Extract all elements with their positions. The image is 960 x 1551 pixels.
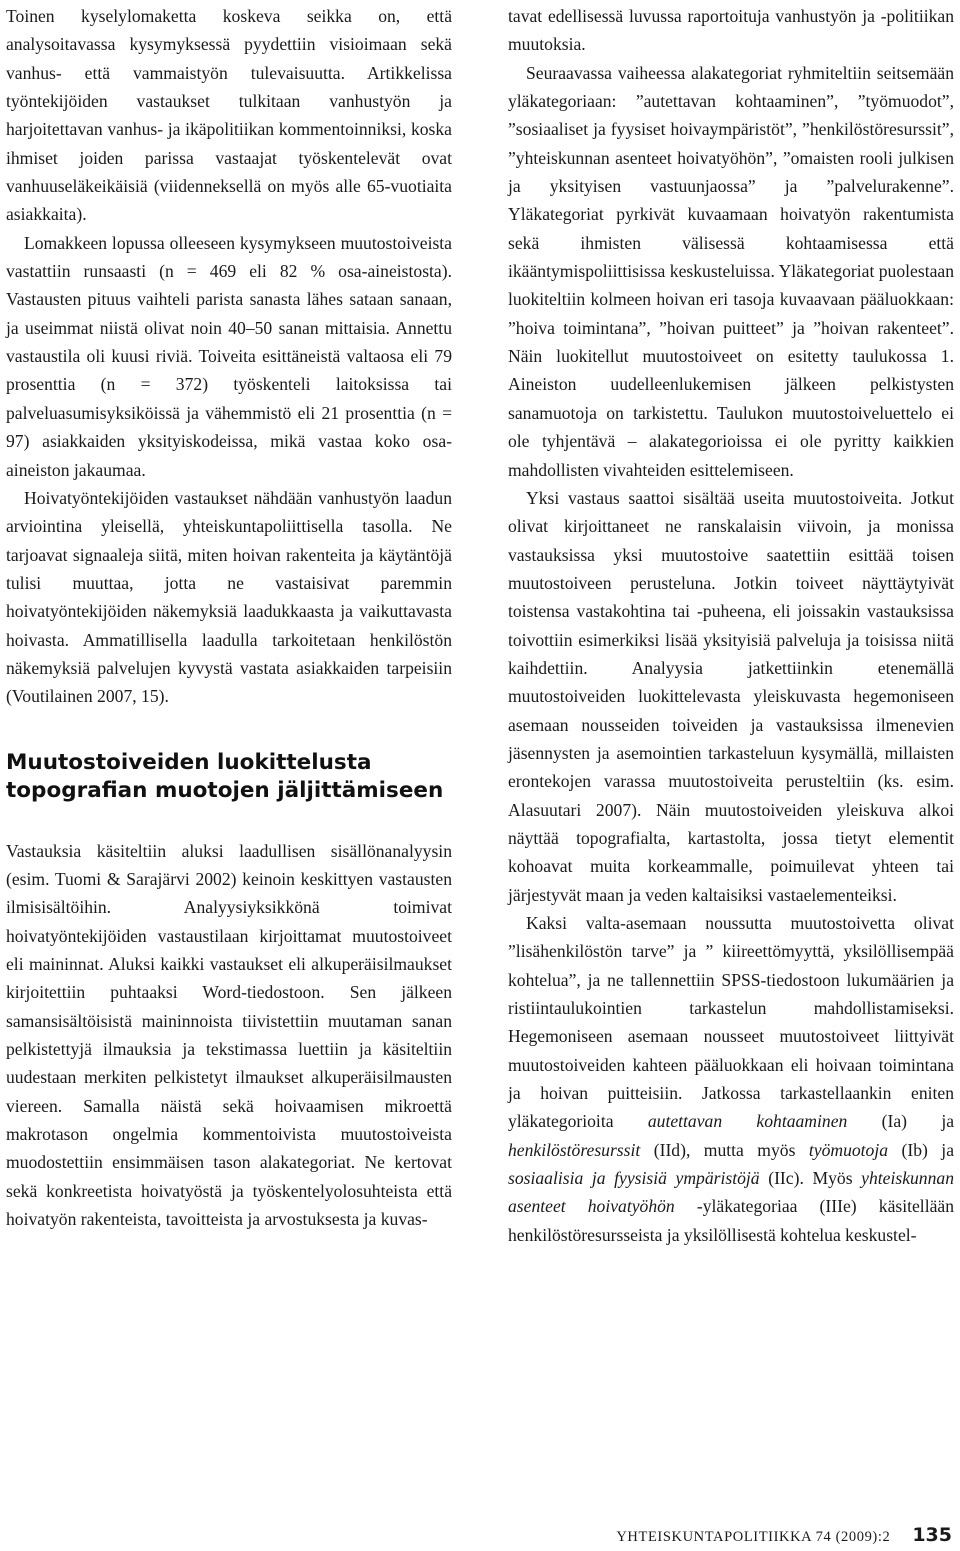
text-run: -yläkategoriaa (IIIe) käsitellään henkilöstöresursseista ja yksilöllisestä kohtelua keskustel- <box>508 1196 954 1245</box>
italic-term: sosiaalisia ja fyysisiä ympäristöjä <box>508 1168 760 1189</box>
italic-term: työmuotoja <box>808 1139 889 1160</box>
section-heading-line: topografian muotojen jäljittämiseen <box>6 777 444 803</box>
text-run: (Ia) ja <box>847 1111 955 1132</box>
paragraph: Seuraavassa vaiheessa alakategoriat ryhmiteltiin seitsemään yläkategoriaan: ”autettavan kohtaaminen”, ”työmuodot”, ”sosiaaliset ja fyysiset hoivaympäristöt”, ”henkilöstöresurssit”, ”yhteiskunnan asenteet hoivatyöhön”, ”omaisten rooli julkisen ja yksityisen vastuunjaossa” ja ”palvelurakenne”. Yläkategoriat pyrkivät kuvaamaan hoivatyön rakentumista sekä ihmisten välisessä kohtaamisessa että ikääntymispoliittisissa keskusteluissa. Yläkategoriat puolestaan luokiteltiin kolmeen hoivan eri tasoja kuvaavaan pääluokkaan: ”hoiva toimintana”, ”hoivan puitteet” ja ”hoivan rakenteet”. Näin luokitellut muutostoiveet on esitetty taulukossa 1. Aineiston uudelleenlukemisen jälkeen pelkistysten sanamuotoja on tarkistettu. Taulukon muutostoiveluettelo ei ole tyhjentävä – alakategorioissa ei ole pyritty kaikkien mahdollisten vivahteiden esittelemiseen. <box>508 62 954 480</box>
text-run: Kaksi valta-asemaan noussutta muutostoivetta olivat ”lisähenkilöstön tarve” ja ” kiireettömyyttä, yksilöllisempää kohtelua”, ja ne tallennettiin SPSS-tiedostoon lukumäärien ja ristiintaulukointien tarkastelun mahdollistamiseksi. Hegemoniseen asemaan nousseet muutostoiveet liittyivät muutostoiveiden kahteen pääluokkaan eli hoivaan toimintana ja hoivan puitteisiin. Jatkossa tarkastellaankin eniten yläkategorioita <box>508 913 954 1132</box>
journal-name: YHTEISKUNTAPOLITIIKKA 74 (2009):2 <box>616 1529 891 1545</box>
paragraph: Hoivatyöntekijöiden vastaukset nähdään vanhustyön laadun arviointina yleisellä, yhteiskuntapoliittisella tasolla. Ne tarjoavat signaaleja siitä, miten hoivan rakenteita ja käytäntöjä tulisi muuttaa, jotta ne vastaisivat paremmin hoivatyöntekijöiden näkemyksiä laadukkaasta ja vaikuttavasta hoivasta. Ammatillisella laadulla tarkoitetaan henkilöstön näkemyksiä palvelujen kyvystä vastata asiakkaiden tarpeisiin (Voutilainen 2007, 15). <box>6 487 452 707</box>
italic-term: autettavan kohtaaminen <box>647 1111 848 1132</box>
text-run: (Ib) ja <box>888 1139 954 1160</box>
text-run: (IId), mutta myös <box>640 1139 809 1160</box>
section-heading-line: Muutostoiveiden luokittelusta <box>6 749 372 775</box>
right-column <box>508 2 954 1249</box>
section-heading <box>6 749 452 805</box>
paragraph <box>508 909 954 1249</box>
page-number: 135 <box>912 1524 952 1546</box>
left-column <box>6 2 452 1233</box>
paragraph: Lomakkeen lopussa olleeseen kysymykseen muutostoiveista vastattiin runsaasti (n = 469 eli 82 % osa-aineistosta). Vastausten pituus vaihteli parista sanasta lähes sataan sanaan, ja useimmat niistä olivat noin 40–50 sanan mittaisia. Annettu vastaustila oli kuusi riviä. Toiveita esittäneistä valtaosa eli 79 prosenttia (n = 372) työskenteli laitoksissa tai palveluasumisyksiköissä ja vähemmistö eli 21 prosenttia (n = 97) asiakkaiden yksityiskodeissa, mikä vastaa koko osa-aineiston jakaumaa. <box>6 232 452 480</box>
italic-term: yhteiskunnan asenteet hoivatyöhön <box>508 1168 954 1217</box>
paragraph: tavat edellisessä luvussa raportoituja vanhustyön ja -politiikan muutoksia. <box>508 6 954 55</box>
page-footer <box>616 1524 952 1546</box>
text-run: (IIc). Myös <box>759 1168 862 1189</box>
italic-term: henkilöstöresurssit <box>508 1139 641 1160</box>
paragraph: Toinen kyselylomaketta koskeva seikka on, että analysoitavassa kysymyksessä pyydettiin visioimaan sekä vanhus- että vammaistyön tulevaisuutta. Artikkelissa työntekijöiden vastaukset tulkitaan vanhustyön ja harjoitettavan vanhus- ja ikäpolitiikan kommentoinniksi, koska ihmiset joiden parissa vastaajat työskentelevät ovat vanhuuseläkeikäisiä (viidenneksellä on myös alle 65-vuotiaita asiakkaita). <box>6 6 452 225</box>
paragraph: Vastauksia käsiteltiin aluksi laadullisen sisällönanalyysin (esim. Tuomi & Sarajärvi 2002) keinoin keskittyen vastausten ilmisisältöihin. Analyysiyksikkönä toimivat hoivatyöntekijöiden vastaustilaan kirjoittamat muutostoiveet eli maininnat. Aluksi kaikki vastaukset eli alkuperäisilmaukset kirjoitettiin puhtaaksi Word-tiedostoon. Sen jälkeen samansisältöisistä maininnoista tiivistettiin muutaman sanan pelkistettyjä ilmauksia ja tekstimassa luettiin ja käsiteltiin uudestaan merkiten pelkistetyt ilmaukset alkuperäisilmausten viereen. Samalla näistä sekä hoivaamisen mikroettä makrotason ongelmia kommentoivista muutostoiveista muodostettiin ensimmäisen tason alakategoriat. Ne kertovat sekä konkreetista hoivatyöstä ja työskentelyolosuhteista että hoivatyön rakenteista, tavoitteista ja arvostuksesta ja kuvas- <box>6 840 452 1230</box>
paragraph: Yksi vastaus saattoi sisältää useita muutostoiveita. Jotkut olivat kirjoittaneet ne ranskalaisin viivoin, ja monissa vastauksissa yksi muutostoive saatettiin esittää toisen muutostoiveen perusteluna. Jotkin toiveet näyttäytyivät toistensa vastakohtina tai -puheena, eli joissakin vastauksissa toivottiin esimerkiksi lisää yksityisiä palveluja ja toisissa niitä kaihdettiin. Analyysia jatkettiinkin etenemällä muutostoiveiden luokittelevasta yleiskuvasta hegemoniseen asemaan nousseiden toiveiden ja vastauksissa ilmenevien jäsennysten ja asemointien tarkasteluun kysymällä, millaisten erontekojen varassa muutostoiveita perusteltiin (ks. esim. Alasuutari 2007). Näin muutostoiveiden yleiskuva alkoi näyttää topografialta, kartastolta, jossa tietyt elementit kohoavat muita korkeammalle, poimuilevat yhteen tai järjestyvät maan ja veden kaltaisiksi vastaelementeiksi. <box>508 487 954 905</box>
